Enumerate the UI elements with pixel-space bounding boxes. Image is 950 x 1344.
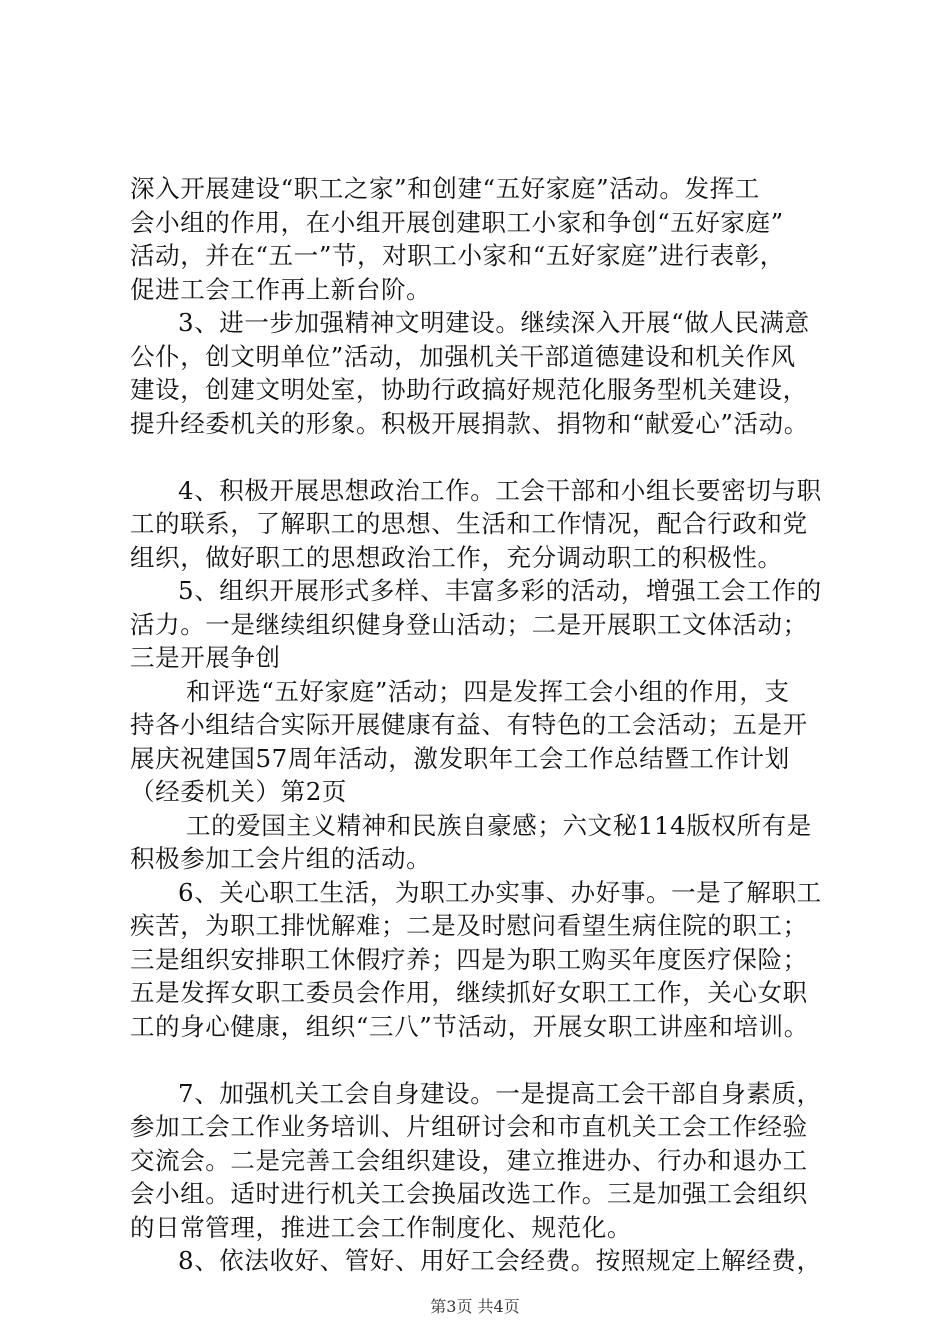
text-line: 建设，创建文明处室，协助行政搞好规范化服务型机关建设， [130,375,808,404]
text-line: 三是开展争创 [130,643,281,672]
page-number-footer: 第3页 共4页 [430,1297,520,1316]
text-line: 疾苦，为职工排忧解难；二是及时慰问看望生病住院的职工； [130,911,808,940]
paragraph-gap [130,440,890,474]
text-line: 五是发挥女职工委员会作用，继续抓好女职工工作，关心女职 [130,978,808,1007]
text-line: 6、关心职工生活，为职工办实事、办好事。一是了解职工 [178,877,822,907]
text-line: （经委机关）第2页 [130,777,347,806]
text-line: 持各小组结合实际开展健康有益、有特色的工会活动；五是开 [130,710,808,739]
text-line: 深入开展建设“职工之家”和创建“五好家庭”活动。发挥工 [130,174,760,203]
text-line: 工的联系，了解职工的思想、生活和工作情况，配合行政和党 [130,509,808,538]
text-line: 组织，做好职工的思想政治工作，充分调动职工的积极性。 [130,542,783,572]
text-line: 提升经委机关的形象。积极开展捐款、捐物和“献爱心”活动。 [130,408,809,438]
text-line: 7、加强机关工会自身建设。一是提高工会干部自身素质， [178,1078,822,1108]
text-line: 积极参加工会片组的活动。 [130,844,432,873]
text-line: 3、进一步加强精神文明建设。继续深入开展“做人民满意 [178,308,810,337]
text-line: 4、积极开展思想政治工作。工会干部和小组长要密切与职 [178,475,822,505]
document-body [130,172,890,1278]
text-line: 的日常管理，推进工会工作制度化、规范化。 [130,1212,632,1242]
text-line: 工的爱国主义精神和民族自豪感；六文秘114版权所有是 [186,810,812,840]
text-line: 展庆祝建国57周年活动，激发职年工会工作总结暨工作计划 [130,743,790,773]
text-line: 和评选“五好家庭”活动；四是发挥工会小组的作用，支 [186,676,790,706]
text-line: 5、组织开展形式多样、丰富多彩的活动，增强工会工作的 [178,576,822,605]
text-line: 促进工会工作再上新台阶。 [130,274,432,304]
paragraph-gap [130,1043,890,1077]
text-line: 活动，并在“五一”节，对职工小家和“五好家庭”进行表彰， [130,241,785,270]
text-line: 会小组。适时进行机关工会换届改选工作。三是加强工会组织 [130,1179,808,1208]
text-line: 8、依法收好、管好、用好工会经费。按照规定上解经费， [178,1246,822,1275]
text-line: 工的身心健康，组织“三八”节活动，开展女职工讲座和培训。 [130,1011,809,1041]
text-line: 会小组的作用，在小组开展创建职工小家和争创“五好家庭” [130,207,784,237]
text-line: 三是组织安排职工休假疗养；四是为职工购买年度医疗保险； [130,944,808,974]
text-line: 公仆，创文明单位”活动，加强机关干部道德建设和机关作风 [130,341,796,371]
text-line: 参加工会工作业务培训、片组研讨会和市直机关工会工作经验 [130,1112,808,1141]
text-line: 交流会。二是完善工会组织建设，建立推进办、行办和退办工 [130,1145,808,1175]
text-line: 活力。一是继续组织健身登山活动；二是开展职工文体活动； [130,609,808,639]
